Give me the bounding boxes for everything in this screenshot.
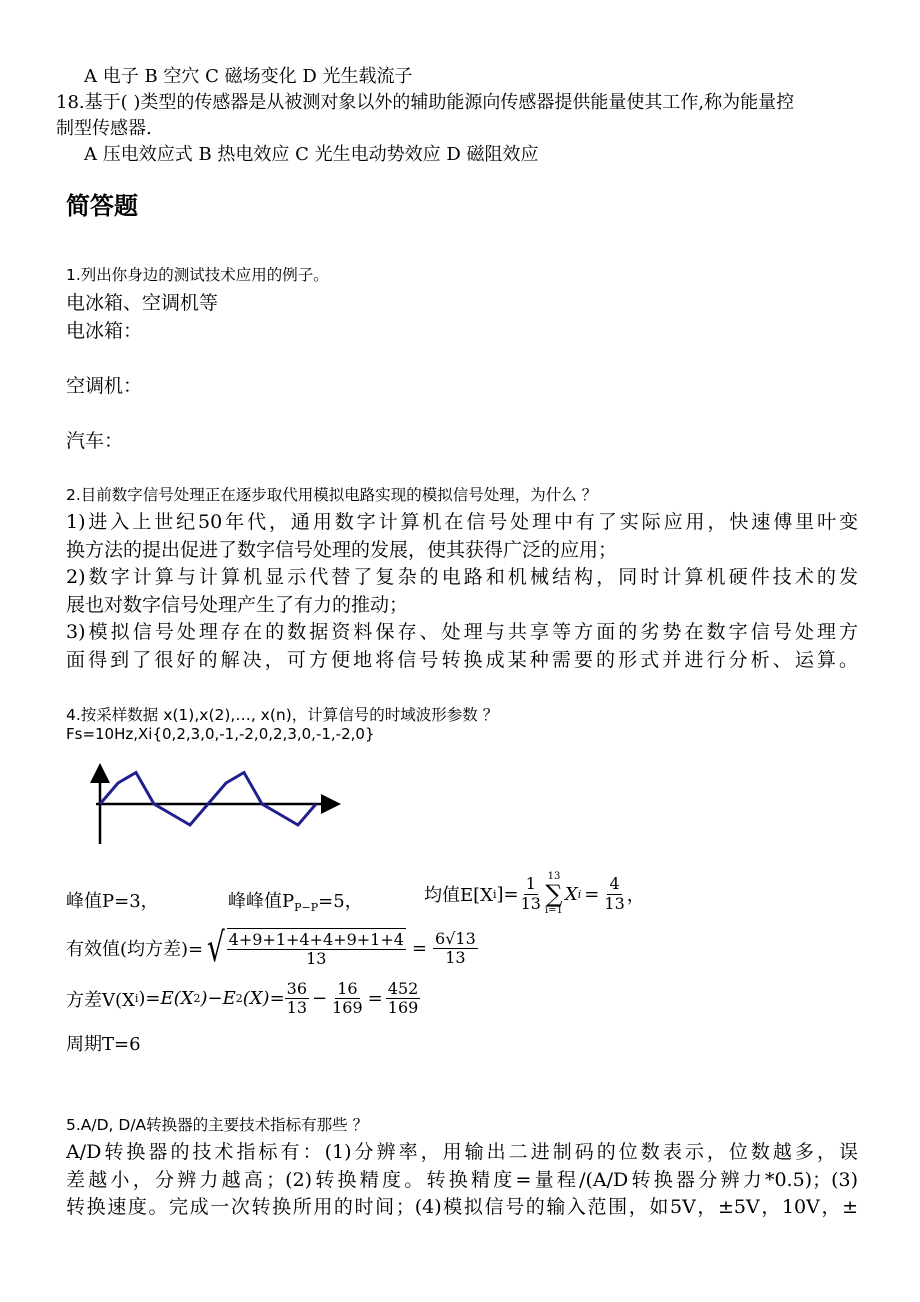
q5-answer-line: 差越小，分辨力越高；(2)转换精度。转换精度=量程/(A/D转换器分辨力*0.5)；(3)	[66, 1169, 858, 1191]
q2-answer-line: 展也对数字信号处理产生了有力的推动；	[66, 594, 409, 616]
mean-result-fraction: $\frac{4}{13}$	[604, 874, 625, 913]
var-fraction-1: $\frac{36}{13}$	[286, 979, 308, 1018]
rms-radicand: $\frac{4+9+1+4+4+9+1+4}{13}$	[228, 930, 404, 969]
q5-question: 5.A/D, D/A转换器的主要技术指标有那些 ？	[66, 1116, 369, 1134]
q18-text-line1: 18.基于( )类型的传感器是从被测对象以外的辅助能源向传感器提供能量使其工作,称为能量控	[56, 92, 795, 113]
rms-label: 有效值(均方差)=	[66, 939, 204, 961]
q17-options: A 电子 B 空穴 C 磁场变化 D 光生载流子	[84, 66, 413, 87]
var-fraction-2: $\frac{16}{169}$	[332, 979, 363, 1018]
q4-data-line: Fs=10Hz,Xi{0,2,3,0,-1,-2,0,2,3,0,-1,-2,0}	[66, 725, 375, 743]
q2-question: 2.目前数字信号处理正在逐步取代用模拟电路实现的模拟信号处理，为什么 ？	[66, 486, 598, 504]
sum-variable: X	[564, 883, 578, 905]
var-label-prefix: 方差V(X	[66, 989, 135, 1011]
q1-question: 1.列出你身边的测试技术应用的例子。	[66, 266, 329, 284]
q1-ac-label: 空调机：	[66, 375, 143, 397]
rms-result-fraction: $\frac{6√13}{13}$	[435, 928, 476, 967]
p2p-prefix: 峰峰值P	[228, 891, 295, 912]
q2-answer-line: 3)模拟信号处理存在的数据资料保存、处理与共享等方面的劣势在数字信号处理方	[66, 621, 858, 643]
variance-formula: 方差V(X i )= E(X 2 )−E 2 (X)= $\frac{36}{13}$ − $\frac{16}{169}$ = $\frac{452}{169}$	[66, 979, 419, 1018]
q1-car-label: 汽车：	[66, 430, 124, 452]
mean-subscript: i	[492, 887, 497, 901]
q5-answer-line: A/D转换器的技术指标有：(1)分辨率，用输出二进制码的位数表示，位数越多，误	[66, 1141, 858, 1163]
sum-symbol: 13 ∑ i=1	[544, 871, 563, 916]
peak-value: 峰值P=3，	[66, 891, 159, 912]
mean-fraction: $\frac{1}{13}$	[520, 874, 541, 913]
q18-text-line2: 制型传感器.	[56, 118, 152, 139]
q2-answer-line: 2)数字计算与计算机显示代替了复杂的电路和机械结构，同时计算机硬件技术的发	[66, 566, 858, 588]
q2-answer-line: 面得到了很好的解决，可方便地将信号转换成某种需要的形式并进行分析、运算。	[66, 649, 858, 671]
p2p-subscript: P−P	[294, 901, 319, 914]
p2p-suffix: =5，	[318, 891, 363, 912]
q2-answer-line: 1)进入上世纪50年代，通用数字计算机在信号处理中有了实际应用，快速傅里叶变	[66, 511, 858, 533]
mean-suffix: ]=	[496, 883, 519, 905]
mean-prefix: 均值E[X	[424, 885, 493, 906]
waveform-line	[100, 773, 316, 826]
waveform-diagram	[86, 762, 348, 848]
q1-answer-line1: 电冰箱、空调机等	[66, 292, 219, 314]
q5-answer-line: 转换速度。完成一次转换所用的时间；(4)模拟信号的输入范围，如5V，±5V，10V，±	[66, 1196, 858, 1218]
q1-fridge-label: 电冰箱：	[66, 320, 143, 342]
mean-formula: 均值E[X i ]= $\frac{1}{13}$ 13 ∑ i=1 X i = $\frac{4}{13}$ ，	[424, 871, 645, 916]
q4-question: 4.按采样数据 x(1),x(2),…, x(n)，计算信号的时域波形参数 ？	[66, 706, 499, 724]
var-fraction-3: $\frac{452}{169}$	[387, 979, 419, 1018]
q2-answer-line: 换方法的提出促进了数字信号处理的发展，使其获得广泛的应用；	[66, 539, 618, 561]
peak-to-peak	[228, 887, 363, 914]
mean-tail: ，	[626, 885, 645, 906]
period-value: 周期T=6	[66, 1034, 141, 1055]
q18-options: A 压电效应式 B 热电效应 C 光生电动势效应 D 磁阻效应	[84, 144, 539, 165]
rms-formula: 有效值(均方差)= √ $\frac{4+9+1+4+4+9+1+4}{13}$ = $\frac{6√13}{13}$	[66, 925, 476, 972]
section-title: 简答题	[66, 192, 138, 220]
